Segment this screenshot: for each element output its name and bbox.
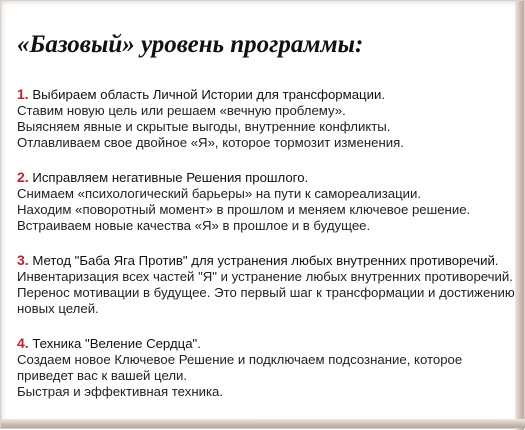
section-title-text: Выбираем область Личной Истории для трансформации. [32, 87, 385, 102]
section-title-text: Техника "Веление Сердца". [32, 336, 201, 351]
section-line: Выясняем явные и скрытые выгоды, внутренние конфликты. [17, 119, 391, 134]
section-line: Создаем новое Ключевое Решение и подключаем подсознание, которое приведет вас к вашей цели. [17, 352, 463, 383]
section-number: 4. [17, 335, 29, 351]
section-title [17, 252, 517, 269]
section-line: Встраиваем новые качества «Я» в прошлое и в будущее. [17, 218, 371, 233]
section-title [17, 169, 517, 186]
section-2 [17, 169, 517, 234]
section-line: Перенос мотивации в будущее. Это первый шаг к трансформации и достижению новых целей. [17, 285, 515, 316]
section-4 [17, 335, 517, 400]
section-line: Снимаем «психологический барьеры» на пути к самореализации. [17, 186, 422, 201]
section-title-text: Метод "Баба Яга Против" для устранения любых внутренних противоречий. [28, 253, 499, 268]
section-line: Инвентаризация всех частей "Я" и устранение любых внутренних противоречий. [17, 269, 513, 284]
section-line: Быстрая и эффективная техника. [17, 384, 224, 399]
content [17, 31, 517, 418]
page-title: «Базовый» уровень программы: [17, 31, 364, 58]
section-number: 3. [17, 252, 29, 268]
section-title [17, 335, 517, 352]
section-title-text: Исправляем негативные Решения прошлого. [32, 170, 309, 185]
section-number: 2. [17, 169, 29, 185]
section-1 [17, 86, 517, 151]
section-title [17, 86, 517, 103]
frame-edge-bottom [1, 419, 525, 428]
section-line: Находим «поворотный момент» в прошлом и меняем ключевое решение. [17, 202, 471, 217]
section-line: Ставим новую цель или решаем «вечную проблему». [17, 103, 346, 118]
section-number: 1. [17, 86, 29, 102]
section-line: Отлавливаем свое двойное «Я», которое тормозит изменения. [17, 135, 404, 150]
section-3 [17, 252, 517, 317]
